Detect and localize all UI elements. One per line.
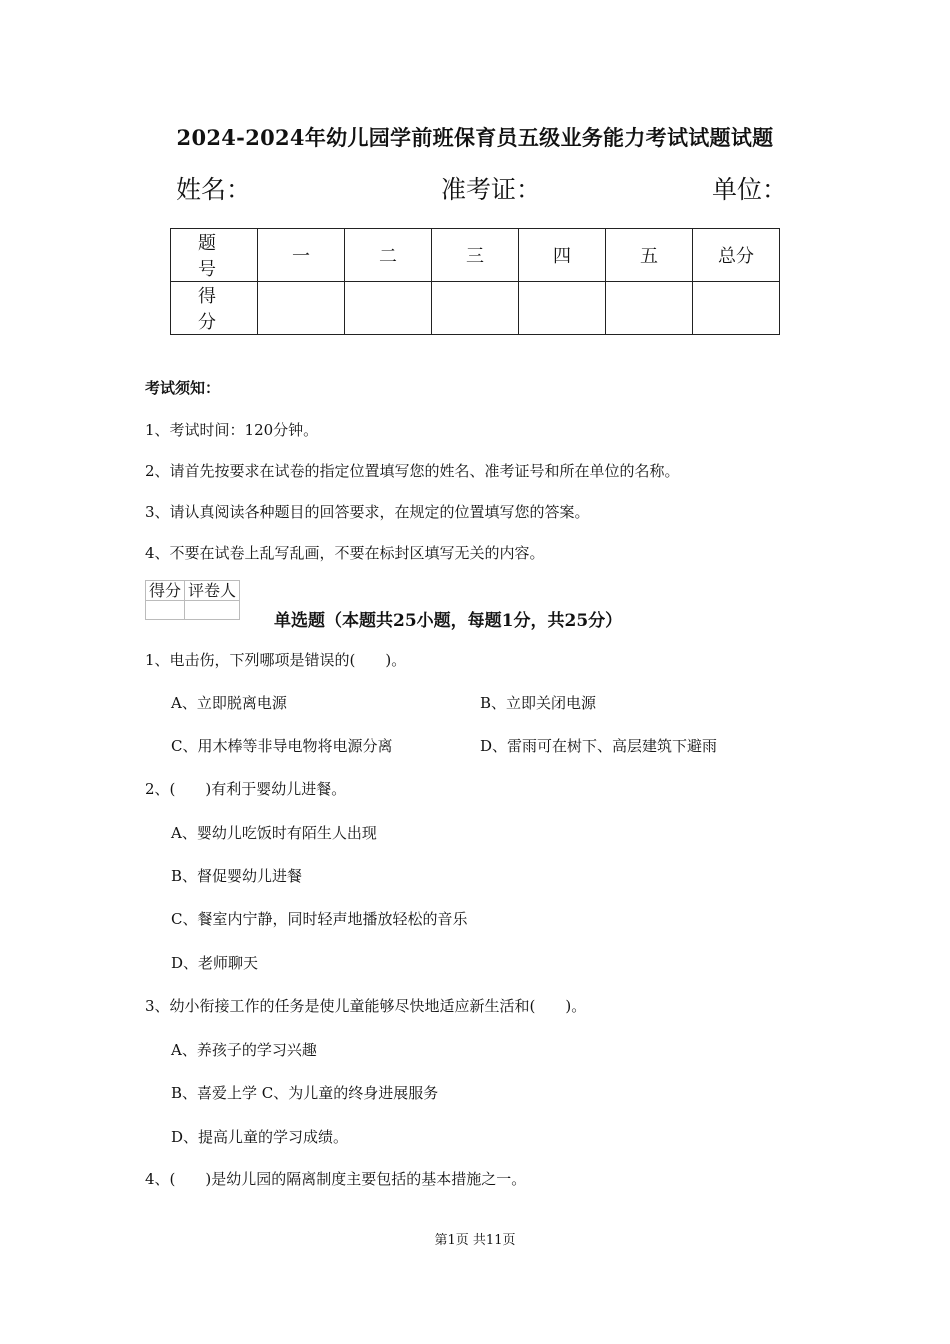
score-header-2: 二 bbox=[345, 229, 432, 282]
option-d[interactable]: D、老师聊天 bbox=[171, 954, 259, 972]
notice-item: 2、请首先按要求在试卷的指定位置填写您的姓名、准考证号和所在单位的名称。 bbox=[145, 462, 680, 480]
notice-item: 1、考试时间：120分钟。 bbox=[145, 421, 319, 439]
grader-name-cell[interactable] bbox=[185, 601, 240, 620]
score-row-label: 得 分 bbox=[171, 282, 258, 335]
score-table-header-row bbox=[171, 229, 780, 282]
question-stem: 3、幼小衔接工作的任务是使儿童能够尽快地适应新生活和( )。 bbox=[145, 997, 587, 1015]
score-header-4: 四 bbox=[519, 229, 606, 282]
option-a[interactable]: A、养孩子的学习兴趣 bbox=[171, 1041, 317, 1059]
option-c[interactable]: C、用木棒等非导电物将电源分离 bbox=[171, 737, 393, 755]
score-table bbox=[170, 228, 780, 335]
option-a[interactable]: A、立即脱离电源 bbox=[171, 694, 287, 712]
score-cell-2[interactable] bbox=[345, 282, 432, 335]
page-footer: 第1页 共11页 bbox=[434, 1233, 516, 1248]
question-stem: 1、电击伤，下列哪项是错误的( )。 bbox=[145, 651, 407, 669]
score-cell-3[interactable] bbox=[432, 282, 519, 335]
score-header-3: 三 bbox=[432, 229, 519, 282]
notice-item: 3、请认真阅读各种题目的回答要求，在规定的位置填写您的答案。 bbox=[145, 503, 590, 521]
option-a[interactable]: A、婴幼儿吃饭时有陌生人出现 bbox=[171, 824, 377, 842]
notice-item: 4、不要在试卷上乱写乱画，不要在标封区填写无关的内容。 bbox=[145, 544, 545, 562]
grader-box bbox=[145, 580, 240, 620]
option-b[interactable]: B、立即关闭电源 bbox=[480, 694, 597, 712]
score-cell-4[interactable] bbox=[519, 282, 606, 335]
question-stem: 4、( )是幼儿园的隔离制度主要包括的基本措施之一。 bbox=[145, 1170, 527, 1188]
document-title: 2024-2024年幼儿园学前班保育员五级业务能力考试试题试题 bbox=[176, 125, 774, 150]
exam-id-field-label: 准考证： bbox=[441, 175, 542, 204]
name-field-label: 姓名： bbox=[176, 175, 252, 204]
grader-name-label: 评卷人 bbox=[185, 581, 240, 601]
option-d[interactable]: D、提高儿童的学习成绩。 bbox=[171, 1128, 349, 1146]
option-d[interactable]: D、雷雨可在树下、高层建筑下避雨 bbox=[480, 737, 718, 755]
grader-score-cell[interactable] bbox=[146, 601, 185, 620]
option-c[interactable]: C、餐室内宁静，同时轻声地播放轻松的音乐 bbox=[171, 910, 468, 928]
section-title: 单选题（本题共25小题，每题1分，共25分） bbox=[274, 611, 623, 631]
score-cell-1[interactable] bbox=[258, 282, 345, 335]
grader-score-label: 得分 bbox=[146, 581, 185, 601]
score-header-1: 一 bbox=[258, 229, 345, 282]
option-b-c[interactable]: B、喜爱上学 C、为儿童的终身进展服务 bbox=[171, 1084, 439, 1102]
score-cell-total[interactable] bbox=[693, 282, 780, 335]
question-stem: 2、( )有利于婴幼儿进餐。 bbox=[145, 780, 347, 798]
score-header-total: 总分 bbox=[693, 229, 780, 282]
option-b[interactable]: B、督促婴幼儿进餐 bbox=[171, 867, 303, 885]
score-header-5: 五 bbox=[606, 229, 693, 282]
unit-field-label: 单位： bbox=[712, 175, 788, 204]
score-header-question-no: 题 号 bbox=[171, 229, 258, 282]
score-table-score-row bbox=[171, 282, 780, 335]
notice-title: 考试须知： bbox=[145, 379, 221, 397]
score-cell-5[interactable] bbox=[606, 282, 693, 335]
